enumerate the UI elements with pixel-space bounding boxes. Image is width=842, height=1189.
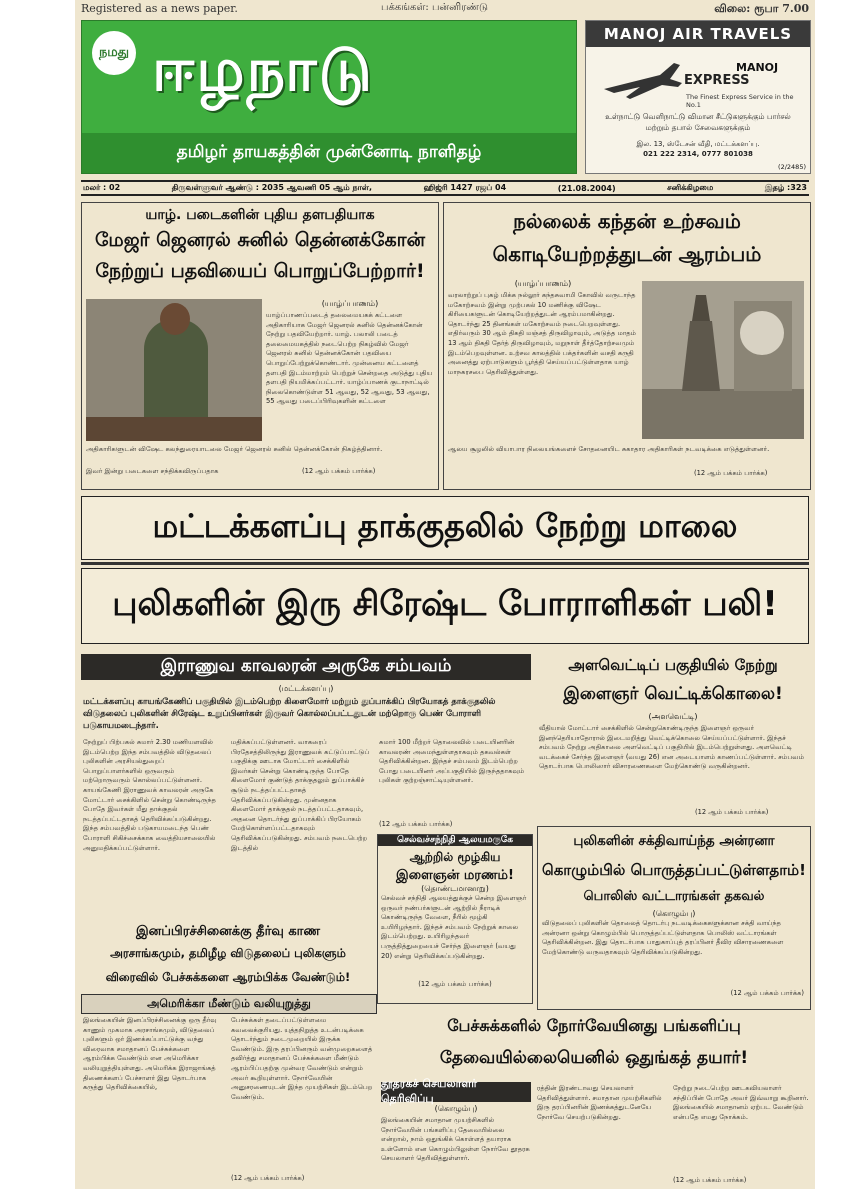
top-strip (81, 2, 809, 18)
commander-photo (86, 299, 262, 441)
story3-lead: மட்டக்களப்பு காயங்கேணிப் பகுதியில் இடம்பெற்ற கிளைமோர் மற்றும் துப்பாக்கிப் பிரயோகத் தாக்குதலில் விடுதலைப் புலிகளின் சிரேஷ்ட உறுப்பினர்கள் இருவர் கொல்லப்பட்டதுடன் மற்றொரு பெண் போராளி படுகாயமடைந்தார். (83, 697, 496, 731)
officer-figure (144, 319, 208, 429)
story6-source: (அளவெட்டி) (648, 712, 698, 721)
tamil-year: திருவள்ளுவர் ஆண்டு : 2035 ஆவணி 05 ஆம் நாள், (171, 183, 373, 192)
weekday: சனிக்கிழமை (667, 183, 714, 192)
story2-source: (யாழ்ப்பாணம்) (514, 279, 572, 288)
story2-body: வரலாற்றுப் புகழ் மிக்க நல்லூர் கந்தசுவாமி கோவில் வருடாந்த மகோற்சவம் இன்று முற்பகல் 10 மணிக்கு விஷேட கிரியைகளுடன் கொடியேற்றத்துடன் ஆரம்பமாகின்றது. தொடர்ந்து 25 தினங்கள் மகோற்சவம் நடைபெறவுள்ளது. எதிர்வரும் 30 ஆம் திகதி மஞ்சத் திருவிழாவும், அடுத்த மாதம் 13 ஆம் திகதி தேர்த் திருவிழாவும், மறுநாள் தீர்த்தோற்சவமும் இடம்பெறவுள்ளன. உற்சவ காலத்தில் பக்தர்களின் வசதி கருதி அனைத்து ஏற்பாடுகளும் பூர்த்தி செய்யப்பட்டுள்ளதாக யாழ் மாநகரசபை தெரிவித்துள்ளது. (448, 291, 637, 376)
ad-slogan: The Finest Express Service in the No.1 (686, 93, 794, 109)
story7-headline-3: பொலிஸ் வட்டாரங்கள் தகவல் (583, 889, 765, 904)
story6-continued: (12 ஆம் பக்கம் பார்க்க) (695, 808, 769, 816)
volume: மலர் : 02 (83, 183, 121, 192)
story3-col2: மதிக்கப்பட்டுள்ளனர். வாகரைப் பிரதேசத்திலிருந்து இராணுவக் கட்டுப்பாட்டுப் பகுதிக்கு ஊடாக மோட்டார் சைக்கிளில் இவர்கள் சென்று கொண்டிருந்த போதே கிளைமோர் குண்டுத் தாக்குதலும் துப்பாக்கிச் சூடும் நடத்தப்பட்டதாகத் தெரிவிக்கப்படுகின்றது. முன்னதாக கிளைமோர் தாக்குதல் நடத்தப்பட்டதாகவும், அதனை தொடர்ந்து துப்பாக்கிப் பிரயோகம் மேற்கொள்ளப்பட்டதாகவும் தெரிவிக்கப்படுகின்றது. சம்பவம் நடைபெற்ற இடத்தில் (231, 738, 370, 852)
story4-kicker: செல்வச்சந்நிதி ஆலயமருகே (378, 835, 532, 846)
story5-headline-1: அரசாங்கமும், தமிழீழ விடுதலைப் புலிகளும் (110, 946, 346, 960)
banner-rule (81, 562, 809, 565)
masthead-title: ஈழநாடு (152, 35, 374, 105)
ad-company: MANOJ AIR TRAVELS (586, 21, 810, 47)
story2-continued: (12 ஆம் பக்கம் பார்க்க) (694, 469, 768, 477)
story7-headline-2: கொழும்பில் பொருத்தப்பட்டுள்ளதாம்! (542, 861, 806, 879)
ad-express: EXPRESS (684, 73, 750, 88)
ad-contact (596, 139, 800, 159)
story6-headline-1: அளவெட்டிப் பகுதியில் நேற்று (568, 656, 778, 674)
story4-headline-2: இளைஞன் மரணம்! (396, 868, 514, 883)
story4-body: செல்வச் சந்நிதி ஆலயத்துக்குச் சென்ற இளைஞர் ஒருவர் நண்பர்களுடன் ஆற்றில் நீராடிக் கொண்டிருந்த வேளை, நீரில் மூழ்கி உயிரிழந்தார். இந்தச் சம்பவம் நேற்றுக் காலை இடம்பெற்றது. உயிரிழந்தவர் பருத்தித்துறையைச் சேர்ந்த இளைஞர் (வயது 20) என்று தெரிவிக்கப்படுகின்றது. (381, 894, 527, 960)
airplane-icon (600, 55, 684, 105)
story6-body: வீதியால் மோட்டார் சைக்கிளில் சென்றுகொண்டிருந்த இளைஞர் ஒருவர் இனந்தெரியாதோரால் இடைமறித்து வெட்டிக்கொலை செய்யப்பட்டுள்ளார். இந்தச் சம்பவம் நேற்று அதிகாலை அளவெட்டிப் பகுதியில் இடம்பெற்றுள்ளது. அளவெட்டி வடக்கைச் சேர்ந்த இளைஞர் (வயது 26) என அடையாளம் காணப்பட்டுள்ளார். சம்பவம் தொடர்பாக பொலிஸார் விசாரணைகளை மேற்கொண்டு வருகின்றனர். (539, 724, 805, 771)
ad-phones: 021 222 2314, 0777 801038 (643, 150, 753, 158)
page-count: பக்கங்கள்: பன்னிரண்டு (381, 2, 488, 13)
ad-code: (2/2485) (778, 163, 806, 171)
story-antenna (537, 826, 811, 1010)
ad-tamil-text: உள்நாட்டு வெளிநாட்டு விமான சீட்டுகளுக்கும் பார்சல் மற்றும் தபால் சேவைகளுக்கும் (605, 112, 791, 132)
masthead-tagline: தமிழர் தாயகத்தின் முன்னோடி நாளிதழ் (82, 133, 576, 173)
story8-col2: ரத்தின் இரண்டாவது செயலாளர் தெரிவித்துள்ளார். சமாதான முயற்சிகளில் இரு தரப்பினரின் இணக்கத்துடனேயே நோர்வே செயற்படுகின்றது. (537, 1084, 662, 1121)
story7-headline-1: புலிகளின் சக்திவாய்ந்த அன்ரனா (573, 833, 775, 849)
ad-manoj: MANOJ (736, 61, 779, 74)
temple-gopuram-icon (642, 281, 804, 439)
story7-continued: (12 ஆம் பக்கம் பார்க்க) (730, 989, 804, 997)
story1-continued: (12 ஆம் பக்கம் பார்க்க) (302, 467, 376, 475)
issue-date: (21.08.2004) (557, 183, 616, 193)
story3-source: (மட்டக்களப்பு) (278, 684, 334, 693)
story1-tail: இவர் இன்று படைகளை சந்திக்கவிருப்பதாக (86, 467, 219, 475)
story8-source: (கொழும்பு) (434, 1104, 478, 1113)
story-nallur-festival (443, 202, 811, 490)
story1-kicker: யாழ். படைகளின் புதிய தளபதியாக (145, 207, 375, 223)
advertisement (585, 20, 811, 174)
story8-subhead: தூதரகச் செயலாளர் தெரிவிப்பு (381, 1082, 531, 1102)
story1-headline-2: நேற்றுப் பதவியைப் பொறுப்பேற்றார்! (95, 260, 425, 282)
story4-headline-1: ஆற்றில் மூழ்கிய (409, 850, 501, 864)
story2-tail: ஆலய சூழலில் வியாபார நிலையங்களைச் சோதனையிட சுகாதார அதிகாரிகள் நடவடிக்கை எடுத்துள்ளனர். (448, 445, 770, 453)
masthead-logo: நமது (92, 31, 136, 75)
hijri-date: ஹிஜ்ரி 1427 ரஜப் 04 (423, 183, 507, 192)
dateline (81, 180, 809, 196)
story2-headline-2: கொடியேற்றத்துடன் ஆரம்பம் (492, 242, 762, 266)
story7-source: (கொழும்பு) (652, 909, 696, 918)
story5-subhead: அமெரிக்கா மீண்டும் வலியுறுத்து (81, 994, 377, 1014)
story4-source: (தொண்டமானாறு) (421, 884, 489, 893)
registered-note: Registered as a news paper. (81, 2, 238, 15)
desk (86, 417, 262, 441)
story4-continued: (12 ஆம் பக்கம் பார்க்க) (418, 980, 492, 988)
story8-headline-2: தேவையில்லையெனில் ஒதுங்கத் தயார்! (439, 1048, 749, 1068)
story7-body: விடுதலைப் புலிகளின் தொலைத் தொடர்பு நடவடிக்கைகளுக்கான சக்தி வாய்ந்த அன்ரனா ஒன்று கொழும்பில் பொருத்தப்பட்டுள்ளதாக பொலிஸ் வட்டாரங்கள் தெரிவிக்கின்றன. இது தொடர்பாக பாதுகாப்புத் தரப்பினர் தீவிர விசாரணைகளை மேற்கொண்டு வருவதாகவும் தெரிவிக்கப்படுகின்றது. (542, 919, 784, 956)
story5-headline-2: விரைவில் பேச்சுக்களை ஆரம்பிக்க வேண்டும்! (105, 970, 351, 984)
story6-headline-2: இளைஞர் வெட்டிக்கொலை! (563, 684, 783, 704)
story5-kicker: இனப்பிரச்சினைக்கு தீர்வு காண (136, 924, 320, 939)
issue-number: இதழ் :323 (764, 183, 807, 192)
story5-col1: இலங்கையின் இனப்பிரச்சினைக்கு ஒரு தீர்வு காணும் முகமாக அரசாங்கமும், விடுதலைப் புலிகளும் ஒர் இணக்கப்பாட்டுக்கு வந்து விரைவாக சமாதானப் பேச்சுக்களை ஆரம்பிக்க வேண்டும் என அமெரிக்கா வலியுறுத்தியுள்ளது. அமெரிக்க இராஜாங்கத் திணைக்களப் பேச்சாளர் இது தொடர்பாக கருத்து தெரிவிக்கையில், (83, 1016, 217, 1092)
story1-headline-1: மேஜர் ஜெனரல் சுனில் தென்னக்கோன் (94, 229, 426, 251)
story1-source: (யாழ்ப்பாணம்) (321, 299, 379, 308)
story3-continued: (12 ஆம் பக்கம் பார்க்க) (379, 820, 453, 828)
story-new-commander (81, 202, 439, 490)
story8-continued: (12 ஆம் பக்கம் பார்க்க) (673, 1176, 747, 1184)
masthead (81, 20, 577, 174)
story8-col1: இலங்கையின் சமாதான முயற்சிகளில் நோர்வேயின் பங்களிப்பு தேவையில்லை என்றால், நாம் ஒதுங்கிக் கொள்ளத் தயாராக உள்ளோம் என கொழும்பிலுள்ள நோர்வே தூதரக செயலாளர் தெரிவித்துள்ளார். (381, 1116, 530, 1163)
story3-header: இராணுவ காவலரன் அருகே சம்பவம் (81, 654, 531, 680)
temple-photo (642, 281, 804, 439)
story3-col1: நேற்றுப் பிற்பகல் சுமார் 2.30 மணியளவில் இடம்பெற்ற இந்த சம்பவத்தில் விடுதலைப் புலிகளின் அரசியல்துறைப் பொறுப்பாளர்களில் ஒருவரும் மற்றொருவரும் கொல்லப்பட்டுள்ளனர். காயங்கேணி இராணுவக் காவலரன் அருகே மோட்டார் சைக்கிளில் சென்று கொண்டிருந்த போதே இவர்கள் மீது தாக்குதல் நடத்தப்பட்டதாகத் தெரிவிக்கப்படுகின்றது. இந்த சம்பவத்தில் படுகாயமடைந்த பெண் போராளி சிகிச்சைக்காக வைத்தியசாலையில் அனுமதிக்கப்பட்டுள்ளார். (83, 738, 217, 852)
story8-headline-1: பேச்சுக்களில் நோர்வேயினது பங்களிப்பு (447, 1016, 741, 1035)
story5-continued: (12 ஆம் பக்கம் பார்க்க) (231, 1174, 305, 1182)
story2-headline-1: நல்லைக் கந்தன் உற்சவம் (513, 209, 741, 233)
ad-address: இல. 13, ஸ்டேசன் வீதி, மட்டக்களப்பு. (636, 140, 760, 148)
story1-body: யாழ்ப்பாணப்படைத் தலைமையகக் கட்டளை அதிகாரியாக மேஜர் ஜெனரல் சுனில் தென்னக்கோன் நேற்று பதவியேற்றார். யாழ். பலாலி படைத் தலைமையகத்தில் நடைபெற்ற நிகழ்வில் மேஜர் ஜெனரல் சுனில் தென்னக்கோன் பதவியை பொறுப்பேற்றுக்கொண்டார். முன்னைய கட்டளைத் தளபதி இடம்மாற்றம் பெற்றுச் சென்றதை அடுத்து புதிய தளபதி நியமிக்கப்பட்டார். யாழ்ப்பாணக் குடாநாட்டில் நிலைகொண்டுள்ள 51 ஆவது, 52 ஆவது, 53 ஆவது, 55 ஆவது படைப்பிரிவுகளின் கட்டளை (266, 311, 433, 406)
newspaper-page (75, 0, 815, 1189)
story3-col3: சுமார் 100 மீற்றர் தொலைவில் படையினரின் காவலரண் அமைந்துள்ளதாகவும் தகவல்கள் தெரிவிக்கின்றன. இந்தச் சம்பவம் இடம்பெற்ற போது படையினர் அப்பகுதியில் இருந்ததாகவும் புலிகள் குற்றஞ்சாட்டியுள்ளனர். (379, 738, 525, 785)
lead-headline-1: மட்டக்களப்பு தாக்குதலில் நேற்று மாலை (81, 496, 809, 560)
price: விலை: ரூபா 7.00 (714, 2, 809, 15)
story1-caption: அதிகாரிகளுடன் விஷேட கலந்துரையாடலை மேஜர் ஜெனரல் சுனில் தென்னக்கோன் நிகழ்த்தினார். (86, 445, 383, 453)
story5-col2: பேச்சுக்கள் தடைப்பட்டுள்ளமை கவலைக்குரியது. யுத்தநிறுத்த உடன்படிக்கை தொடர்ந்தும் நடைமுறையில் இருக்க வேண்டும். இரு தரப்பினரும் வன்முறைகளைத் தவிர்த்து சமாதானப் பேச்சுக்களை மீண்டும் ஆரம்பிப்பதற்கு முன்வர வேண்டும் என்றும் அவர் கூறியுள்ளார். நோர்வேயின் அனுசரணையுடன் இந்த முயற்சிகள் இடம்பெற வேண்டும். (231, 1016, 373, 1101)
story-drowning (377, 834, 533, 1004)
officer-head (160, 303, 190, 335)
story8-col3: நேற்று நடைபெற்ற ஊடகவியலாளர் சந்திப்பின் போதே அவர் இவ்வாறு கூறினார். இலங்கையில் சமாதானம் ஏற்பட வேண்டும் என்பதே எமது நோக்கம். (673, 1084, 809, 1121)
lead-headline-2: புலிகளின் இரு சிரேஷ்ட போராளிகள் பலி! (81, 568, 809, 644)
